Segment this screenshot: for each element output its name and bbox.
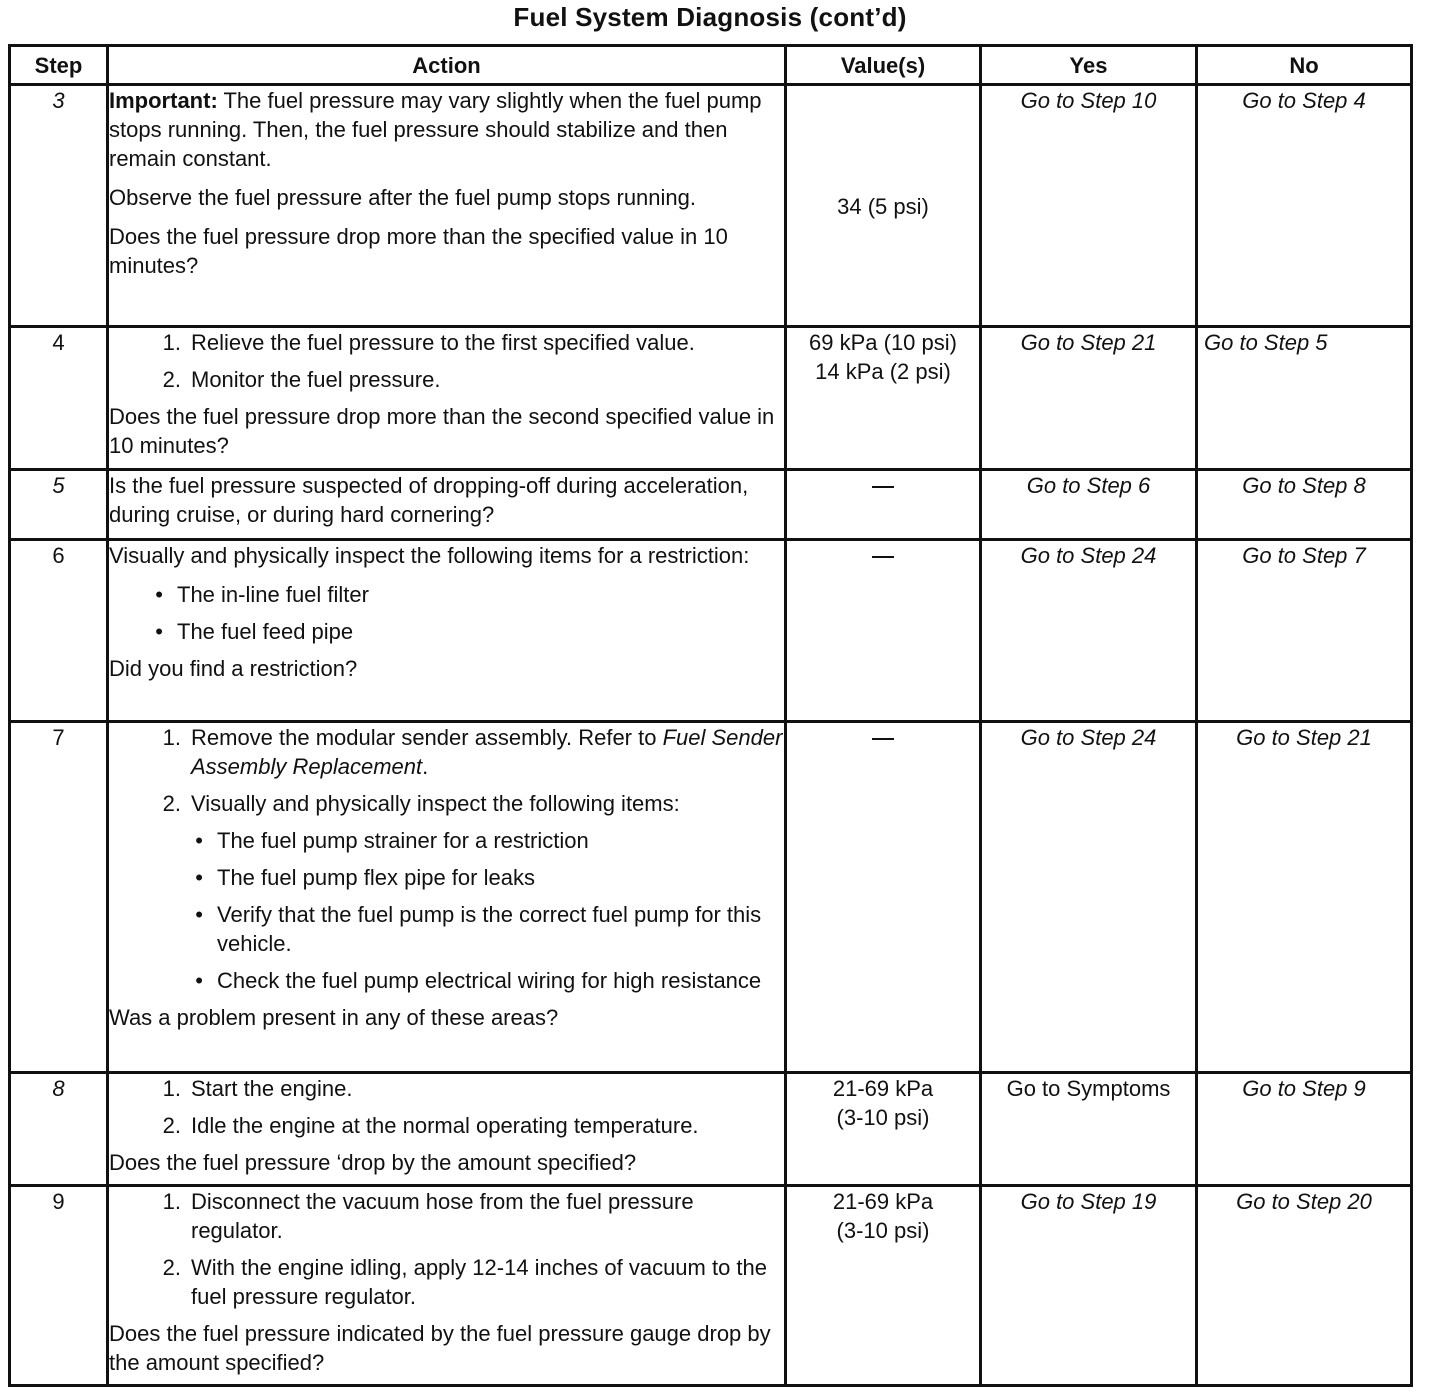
step-number: 3 bbox=[10, 85, 108, 327]
step-number: 7 bbox=[10, 722, 108, 1073]
table-row bbox=[10, 470, 1412, 540]
action-cell bbox=[108, 327, 786, 470]
yes-cell: Go to Step 24 bbox=[981, 540, 1197, 722]
value-cell bbox=[786, 722, 981, 1073]
value-cell bbox=[786, 470, 981, 540]
no-cell: Go to Step 9 bbox=[1197, 1073, 1412, 1186]
value-cell: 21-69 kPa (3-10 psi) bbox=[786, 1073, 981, 1186]
step-number: 6 bbox=[10, 540, 108, 722]
header-no: No bbox=[1197, 46, 1412, 85]
list-item: 1. Disconnect the vacuum hose from the fuel pressure regulator. bbox=[162, 1189, 694, 1243]
table-row bbox=[10, 540, 1412, 722]
list-item: 2. Monitor the fuel pressure. bbox=[162, 367, 441, 392]
table-row bbox=[10, 722, 1412, 1073]
action-cell bbox=[108, 722, 786, 1073]
action-question: Does the fuel pressure drop more than the second specified value in 10 minutes? bbox=[109, 404, 775, 458]
action-question: Does the fuel pressure ‘drop by the amount specified? bbox=[109, 1150, 637, 1175]
list-item: • The fuel feed pipe bbox=[155, 619, 354, 644]
page-title: Fuel System Diagnosis (cont’d) bbox=[513, 2, 907, 32]
header-step: Step bbox=[10, 46, 108, 85]
action-instruction: Observe the fuel pressure after the fuel pump stops running. bbox=[109, 185, 696, 210]
action-cell bbox=[108, 85, 786, 327]
list-item: 1. Start the engine. bbox=[162, 1076, 353, 1101]
value-cell: 21-69 kPa (3-10 psi) bbox=[786, 1186, 981, 1386]
table-row bbox=[10, 327, 1412, 470]
list-item: 1. Relieve the fuel pressure to the first specified value. bbox=[162, 330, 695, 355]
list-item: 2. Visually and physically inspect the following items: bbox=[162, 791, 680, 816]
action-cell bbox=[108, 1073, 786, 1186]
action-cell bbox=[108, 470, 786, 540]
action-question: Did you find a restriction? bbox=[109, 656, 358, 681]
empty-value-dash bbox=[872, 486, 894, 488]
action-question: Was a problem present in any of these areas? bbox=[109, 1005, 559, 1030]
list-item: • The fuel pump strainer for a restriction bbox=[195, 828, 589, 853]
list-item: • The in-line fuel filter bbox=[155, 582, 369, 607]
diagnosis-table bbox=[8, 44, 1413, 1387]
no-cell: Go to Step 21 bbox=[1197, 722, 1412, 1073]
yes-cell: Go to Step 24 bbox=[981, 722, 1197, 1073]
step-number: 9 bbox=[10, 1186, 108, 1386]
yes-cell: Go to Symptoms bbox=[981, 1073, 1197, 1186]
no-cell: Go to Step 20 bbox=[1197, 1186, 1412, 1386]
empty-value-dash bbox=[872, 738, 894, 740]
important-label: Important: bbox=[109, 88, 218, 113]
header-values: Value(s) bbox=[786, 46, 981, 85]
step-number: 8 bbox=[10, 1073, 108, 1186]
yes-cell: Go to Step 6 bbox=[981, 470, 1197, 540]
table-row bbox=[10, 1073, 1412, 1186]
list-item: 2. With the engine idling, apply 12-14 inches of vacuum to the fuel pressure regulator. bbox=[162, 1255, 768, 1309]
no-cell: Go to Step 8 bbox=[1197, 470, 1412, 540]
empty-value-dash bbox=[872, 556, 894, 558]
list-item: 1. Remove the modular sender assembly. Refer to Fuel Sender Assembly Replacement. bbox=[162, 725, 783, 779]
step-number: 5 bbox=[10, 470, 108, 540]
no-cell: Go to Step 7 bbox=[1197, 540, 1412, 722]
important-note bbox=[109, 86, 784, 173]
value-cell: 34 (5 psi) bbox=[786, 85, 981, 327]
important-text: The fuel pressure may vary slightly when the fuel pump stops running. Then, the fuel pressure should stabilize and then remain constant. bbox=[109, 88, 762, 171]
yes-cell: Go to Step 10 bbox=[981, 85, 1197, 327]
list-item: 2. Idle the engine at the normal operating temperature. bbox=[162, 1113, 699, 1138]
value-cell bbox=[786, 540, 981, 722]
action-cell bbox=[108, 540, 786, 722]
no-cell: Go to Step 4 bbox=[1197, 85, 1412, 327]
no-cell: Go to Step 5 bbox=[1197, 327, 1412, 470]
header-yes: Yes bbox=[981, 46, 1197, 85]
list-item: • Verify that the fuel pump is the correct fuel pump for this vehicle. bbox=[195, 902, 762, 956]
yes-cell: Go to Step 19 bbox=[981, 1186, 1197, 1386]
list-item: • The fuel pump flex pipe for leaks bbox=[195, 865, 535, 890]
action-question: Is the fuel pressure suspected of dropping-off during acceleration, during cruise, or during hard cornering? bbox=[109, 473, 749, 527]
action-question: Does the fuel pressure indicated by the fuel pressure gauge drop by the amount specified? bbox=[109, 1321, 771, 1375]
value-cell: 69 kPa (10 psi) 14 kPa (2 psi) bbox=[786, 327, 981, 470]
header-action: Action bbox=[108, 46, 786, 85]
table-row bbox=[10, 85, 1412, 327]
action-intro: Visually and physically inspect the following items for a restriction: bbox=[109, 543, 750, 568]
list-item: • Check the fuel pump electrical wiring for high resistance bbox=[195, 968, 762, 993]
yes-cell: Go to Step 21 bbox=[981, 327, 1197, 470]
table-row bbox=[10, 1186, 1412, 1386]
action-cell bbox=[108, 1186, 786, 1386]
header-row bbox=[10, 46, 1412, 85]
action-question: Does the fuel pressure drop more than the specified value in 10 minutes? bbox=[109, 224, 728, 278]
step-number: 4 bbox=[10, 327, 108, 470]
